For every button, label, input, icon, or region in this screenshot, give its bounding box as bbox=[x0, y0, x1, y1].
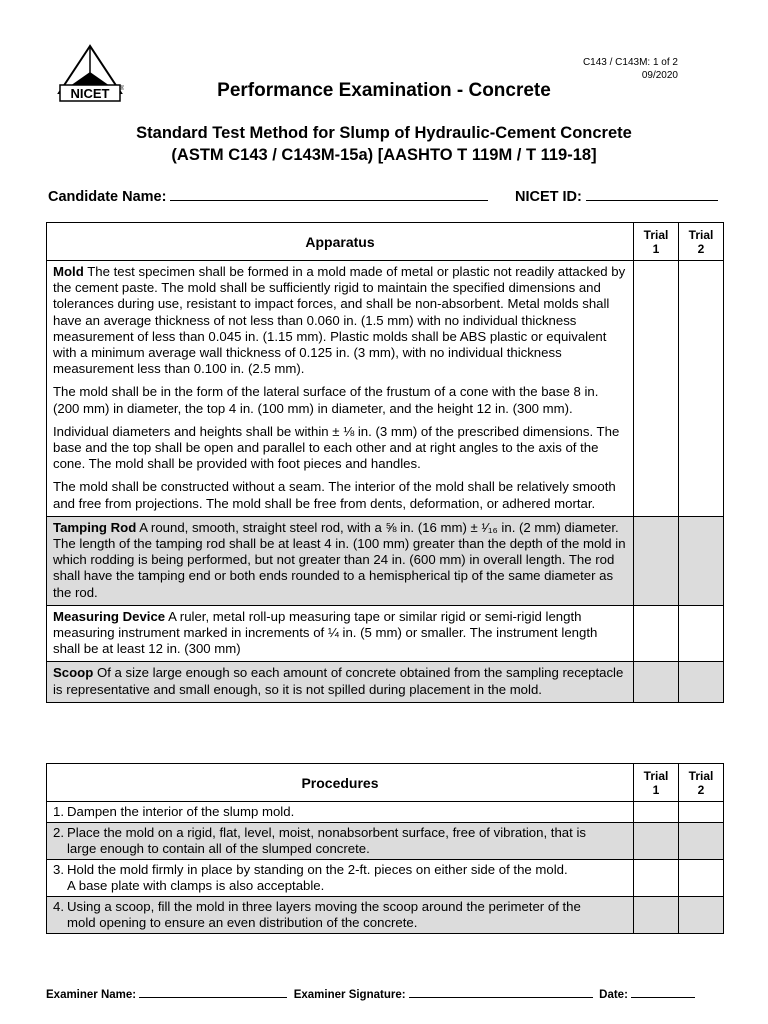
scoop-row bbox=[47, 662, 724, 702]
apparatus-trial-2-header: Trial 2 bbox=[679, 223, 724, 261]
step-2-trial-1-checkbox[interactable] bbox=[634, 823, 679, 860]
tamping-rod-row bbox=[47, 516, 724, 605]
tamping-rod-description bbox=[47, 516, 634, 605]
apparatus-table bbox=[46, 222, 724, 703]
scoop-trial-1-checkbox[interactable] bbox=[634, 662, 679, 702]
mold-text-2: The mold shall be in the form of the lateral surface of the frustum of a cone with the base 8 in. (200 mm) in diameter, the top 4 in. (100 mm) in diameter, and the height 12 in. (300 mm). bbox=[53, 384, 599, 416]
examiner-footer bbox=[46, 986, 695, 1001]
procedure-step-4: 4. Using a scoop, fill the mold in three layers moving the scoop around the perimeter of the mold opening to ensure an even distribution of the concrete. bbox=[47, 897, 634, 934]
nicet-id-field[interactable] bbox=[586, 187, 718, 201]
measuring-device-text: A ruler, metal roll-up measuring tape or similar rigid or semi-rigid length measuring instrument marked in increments of ¼ in. (5 mm) or smaller. The instrument length shall be at least 12 in. (300 mm) bbox=[53, 608, 598, 657]
document-reference bbox=[583, 56, 678, 82]
scoop-trial-2-checkbox[interactable] bbox=[679, 662, 724, 702]
step-2-trial-2-checkbox[interactable] bbox=[679, 823, 724, 860]
mold-term: Mold bbox=[53, 264, 84, 279]
apparatus-header-row bbox=[47, 223, 724, 261]
procedures-header: Procedures bbox=[47, 764, 634, 802]
candidate-name-label: Candidate Name: bbox=[48, 189, 167, 205]
tamping-rod-text: A round, smooth, straight steel rod, with a ⅝ in. (16 mm) ± ¹⁄₁₆ in. (2 mm) diameter. The length of the tamping rod shall be at least 4 in. (100 mm) greater than the depth of the mold in which rodding is being performed, but not greater than 24 in. (600 mm) in overall length. The rod shall have the tamping end or both ends rounded to a hemispherical tip of the same diameter as the rod. bbox=[53, 519, 626, 600]
mold-text-4: The mold shall be constructed without a seam. The interior of the mold shall be relatively smooth and free from projections. The mold shall be free from dents, deformation, or adhered mortar. bbox=[53, 479, 616, 511]
tamping-rod-trial-1-checkbox[interactable] bbox=[634, 516, 679, 605]
measuring-device-trial-2-checkbox[interactable] bbox=[679, 605, 724, 662]
step-3-trial-1-checkbox[interactable] bbox=[634, 860, 679, 897]
document-code: C143 / C143M: 1 of 2 bbox=[582, 57, 678, 68]
logo-registered-mark: ® bbox=[120, 86, 124, 92]
candidate-name-row bbox=[48, 187, 488, 205]
date-field[interactable] bbox=[631, 986, 695, 998]
measuring-device-row bbox=[47, 605, 724, 662]
scoop-text: Of a size large enough so each amount of concrete obtained from the sampling receptacle is representative and small enough, so it is not spilled during placement in the mold. bbox=[53, 665, 624, 697]
scoop-term: Scoop bbox=[53, 665, 94, 681]
step-3-trial-2-checkbox[interactable] bbox=[679, 860, 724, 897]
date-label: Date: bbox=[599, 989, 628, 1001]
measuring-device-description bbox=[47, 605, 634, 662]
procedures-trial-2-header: Trial 2 bbox=[679, 764, 724, 802]
procedure-step-4-row bbox=[47, 897, 724, 934]
procedure-step-1: 1. Dampen the interior of the slump mold. bbox=[47, 802, 634, 823]
scoop-description bbox=[47, 662, 634, 702]
apparatus-header: Apparatus bbox=[47, 223, 634, 261]
mold-row bbox=[47, 261, 724, 517]
document-date: 09/2020 bbox=[641, 70, 678, 81]
step-1-trial-1-checkbox[interactable] bbox=[634, 802, 679, 823]
procedures-trial-1-header: Trial 1 bbox=[634, 764, 679, 802]
page-title: Performance Examination - Concrete bbox=[217, 80, 551, 101]
procedures-header-row bbox=[47, 764, 724, 802]
procedure-step-1-row bbox=[47, 802, 724, 823]
mold-text-3: Individual diameters and heights shall be within ± ⅛ in. (3 mm) of the prescribed dimensions. The base and the top shall be open and parallel to each other and at right angles to the axis of the cone. The mold shall be provided with foot pieces and handles. bbox=[53, 423, 620, 472]
mold-trial-2-checkbox[interactable] bbox=[679, 261, 724, 517]
tamping-rod-trial-2-checkbox[interactable] bbox=[679, 516, 724, 605]
mold-trial-1-checkbox[interactable] bbox=[634, 261, 679, 517]
apparatus-trial-1-header: Trial 1 bbox=[634, 223, 679, 261]
subtitle-line-2: (ASTM C143 / C143M-15a) [AASHTO T 119M / T 119-18] bbox=[171, 146, 597, 164]
nicet-id-label: NICET ID: bbox=[515, 189, 582, 205]
step-4-trial-2-checkbox[interactable] bbox=[679, 897, 724, 934]
examiner-signature-field[interactable] bbox=[409, 986, 593, 998]
measuring-device-term: Measuring Device bbox=[53, 608, 166, 624]
page-subtitle bbox=[0, 122, 768, 166]
subtitle-line-1: Standard Test Method for Slump of Hydraulic-Cement Concrete bbox=[136, 124, 632, 142]
examiner-name-field[interactable] bbox=[139, 986, 287, 998]
mold-text-1: The test specimen shall be formed in a mold made of metal or plastic not readily attacked by the cement paste. The mold shall be sufficiently rigid to maintain the specified dimensions and tolerances during use, resistant to impact forces, and shall be non-absorbent. Metal molds shall have an average thickness of not less than 0.060 in. (1.5 mm) with no individual thickness measurement of less than 0.045 in. (1.15 mm). Plastic molds shall be ABS plastic or equivalent with a minimum average wall thickness of 0.125 in. (3 mm), with no individual thickness measurement less than 0.100 in. (2.5 mm). bbox=[53, 264, 626, 377]
procedure-step-3-row bbox=[47, 860, 724, 897]
examiner-signature-label: Examiner Signature: bbox=[293, 989, 406, 1001]
examiner-name-label: Examiner Name: bbox=[46, 989, 137, 1001]
procedure-step-2-row bbox=[47, 823, 724, 860]
nicet-id-row bbox=[515, 187, 718, 205]
tamping-rod-term: Tamping Rod bbox=[53, 519, 137, 535]
procedure-step-2: 2. Place the mold on a rigid, flat, level, moist, nonabsorbent surface, free of vibration, that is large enough to contain all of the slumped concrete. bbox=[47, 823, 634, 860]
step-4-trial-1-checkbox[interactable] bbox=[634, 897, 679, 934]
logo-text: NICET bbox=[70, 86, 110, 101]
mold-description bbox=[47, 261, 634, 517]
procedures-table bbox=[46, 763, 724, 934]
step-1-trial-2-checkbox[interactable] bbox=[679, 802, 724, 823]
measuring-device-trial-1-checkbox[interactable] bbox=[634, 605, 679, 662]
procedure-step-3: 3. Hold the mold firmly in place by standing on the 2-ft. pieces on either side of the mold. A base plate with clamps is also acceptable. bbox=[47, 860, 634, 897]
candidate-name-field[interactable] bbox=[170, 187, 488, 201]
